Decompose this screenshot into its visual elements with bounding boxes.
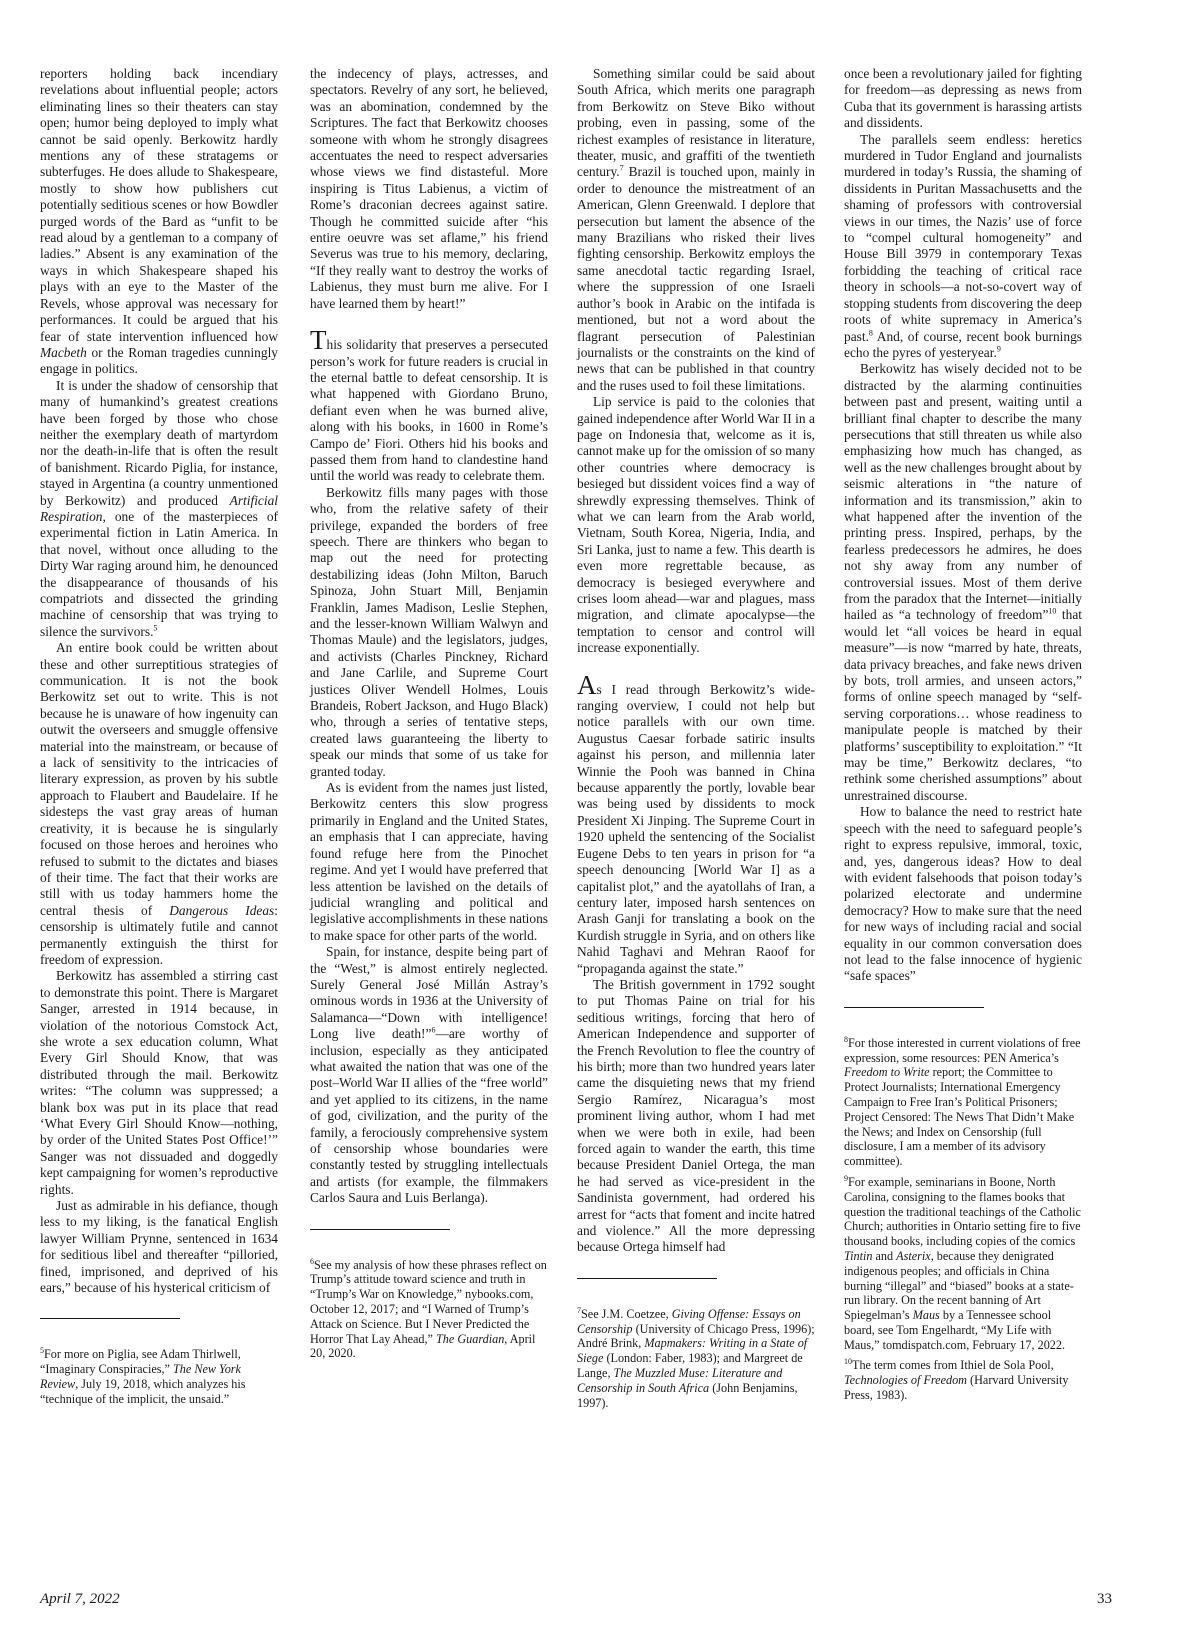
drop-cap: A [577, 669, 597, 700]
footnotes [40, 1347, 278, 1406]
paragraph: Lip service is paid to the colonies that gained independence after World War II in a page on Indonesia that, welcome as it is, cannot make up for the omission of so many other countries where democracy is besieged but dissident voices find a way of shrewdly expressing themselves. Think of what we can learn from the Arab world, Vietnam, South Korea, Nigeria, India, and Sri Lanka, just to name a few. This dearth is even more regrettable because, as democracy is besieged everywhere and crises loom ahead—war and plagues, mass migration, and climate apocalypse—the temptation to censor and control will increase exponentially. [577, 394, 816, 656]
paragraph: once been a revolutionary jailed for fighting for freedom—as depressing as news from Cuba that its government is harassing artists and dissidents. [844, 66, 1082, 131]
footnote-7: $^7$See J.M. Coetzee, Giving Offense: Essays on Censorship (University of Chicago Press, 1996); André Brink, Mapmakers: Writing in a State of Siege (London: Faber, 1983); and Margreet de Lange, The Muzzled Muse: Literature and Censorship in South Africa (John Benjamins, 1997). [577, 1305, 815, 1410]
paragraph: Berkowitz fills many pages with those who, from the relative safety of their privilege, expanded the borders of free speech. There are thinkers who began to map out the need for protecting destabilizing ideas (John Milton, Baruch Spinoza, John Stuart Mill, Benjamin Franklin, James Madison, Leslie Stephen, and the lesser-known William Walwyn and Thomas Maule) and the legislators, judges, and activists (Charles Pinckney, Richard and Jane Carlile, and Supreme Court justices Oliver Wendell Holmes, Louis Brandeis, Robert Jackson, and Hugo Black) who, through a series of tentative steps, created laws guaranteeing the liberty to speak our minds that some of us take for granted today. [310, 484, 548, 779]
footnote-ref: 9 [996, 344, 1001, 354]
paragraph: Spain, for instance, despite being part of the “West,” is almost entirely neglected. Surely General José Millán Astray’s ominous words in 1936 at the University of Salamanca—“Down with intelligence! Long live death!”$^6$—are worthy of inclusion, especially as they anticipated what awaited the nation that was one of the post–World War II allies of the “free world” and yet applied to its citizens, in the name of god, civilization, and the purity of the family, a ferociously comprehensive system of censorship whose boundaries were constantly tested by struggling intellectuals and artists (for example, the filmmakers Carlos Saura and Luis Berlanga). [310, 944, 548, 1206]
footnote-6: $^6$See my analysis of how these phrases reflect on Trump’s attitude toward science and truth in “Trump’s War on Knowledge,” nybooks.com, October 12, 2017; and “I Warned of Trump’s Attack on Science. But I Never Predicted the Horror That Lay Ahead,” The Guardian, April 20, 2020. [310, 1256, 547, 1361]
footnotes [844, 1036, 1082, 1403]
paragraph: reporters holding back incendiary revelations about influential people; actors eliminating lines so their theaters can stay open; humor being deployed to imply what cannot be said openly. Berkowitz hardly mentions any of these stratagems or subterfuges. He does allude to Shakespeare, mostly to show how publishers cut potentially seditious scenes or how Bowdler purged words of the Bard as “unfit to be read aloud by a gentleman to a company of ladies.” Absent is any examination of the ways in which Shakespeare shaped his plays with an eye to the Master of the Revels, whose approval was necessary for performances. It could be argued that his fear of state intervention influenced how Macbeth or the Roman tragedies cunningly engage in politics. [40, 66, 278, 377]
footnote-5: $^5$For more on Piglia, see Adam Thirlwell, “Imaginary Conspiracies,” The New York Review, July 19, 2018, which analyzes his “technique of the implicit, the unsaid.” [40, 1346, 246, 1406]
section-opening-paragraph: As I read through Berkowitz’s wide-ranging overview, I could not help but notice parallels with our own time. Augustus Caesar forbade satiric insults against his person, and millennia later Winnie the Pooh was banned in China because apparently the portly, lovable bear was being used by dissidents to mock President Xi Jinping. The Supreme Court in 1920 upheld the sentencing of the Socialist Eugene Debs to ten years in prison for “a speech denouncing [World War I] as a capitalist plot,” and the ayatollahs of Iran, a century later, imposed harsh sentences on Arash Ganji for translating a book on the Kurdish struggle in Syria, and on others like Nahid Taghavi and Mehran Raoof for “propaganda against the state.” [577, 669, 815, 976]
footnote-ref: 5 [153, 623, 158, 633]
footnote-ref: 7 [619, 163, 624, 173]
paragraph: How to balance the need to restrict hate speech with the need to safeguard people’s right to express repulsive, immoral, toxic, and, yes, dangerous ideas? How to deal with evident falsehoods that poison today’s polarized electorate and undermine democracy? How to make sure that the need for new ways of including racial and social equality in our common conversation does not lead to the false innocence of hygienic “safe spaces” [844, 804, 1082, 984]
paragraph: An entire book could be written about these and other surreptitious strategies of communication. It is not the book Berkowitz set out to write. This is not because he is unaware of how ingenuity can outwit the overseers and smuggle offensive material into the mainstream, or because of a lack of sensitivity to the intricacies of literary expression, as proven by his subtle approach to Flaubert and Baudelaire. If he sidesteps the vast gray areas of human creativity, it is because he is singularly focused on those heroes and heroines who refused to submit to the dictates and biases of their time. The fact that their works are still with us today hammers home the central thesis of Dangerous Ideas: censorship is ultimately futile and cannot permanently extinguish the thirst for freedom of expression. [40, 640, 278, 967]
section-opening-paragraph: This solidarity that preserves a persecuted person’s work for future readers is crucial in the eternal battle to defeat censorship. It is what happened with Giordano Bruno, defiant even when he was burned alive, along with his books, in 1600 in Rome’s Campo de’ Fiori. Others hid his books and passed them from hand to clandestine hand until the world was ready to celebrate them. [310, 325, 548, 484]
footnotes [310, 1258, 548, 1362]
footnote-ref: 10 [1048, 606, 1057, 616]
footnote-10: $^{10}$The term comes from Ithiel de Sola Pool, Technologies of Freedom (Harvard University Press, 1983). [844, 1357, 1069, 1403]
paragraph: Something similar could be said about South Africa, which merits one paragraph from Berkowitz on Steve Biko without probing, even in passing, some of the richest examples of resistance in literature, theater, music, and graffiti of the twentieth century.$^7$ Brazil is touched upon, mainly in order to denounce the mistreatment of an American, Glenn Greenwald. I deplore that persecution but lament the absence of the many Brazilians who risked their lives fighting censorship. Berkowitz employs the same anecdotal tactic regarding Israel, where the suppression of one Israeli author’s book in Arabic on the intifada is mentioned, but not a word about the flagrant persecution of Palestinian journalists or the constraints on the kind of news that can be published in that country and the ruses used to foil these limitations. [577, 66, 815, 393]
paragraph: the indecency of plays, actresses, and spectators. Revelry of any sort, he believed, was an abomination, condemned by the Scriptures. The fact that Berkowitz chooses someone with whom he strongly disagrees accentuates the need to respect adversaries whose views we find distasteful. More inspiring is Titus Labienus, a victim of Rome’s draconian decrees against satire. Though he committed suicide after “his entire oeuvre was set aflame,” his friend Severus was true to his memory, declaring, “If they really want to destroy the works of Labienus, they must burn me alive. For I have learned them by heart!” [310, 66, 548, 311]
footnote-ref: 6 [431, 1025, 436, 1035]
footnote-9: $^9$For example, seminarians in Boone, North Carolina, consigning to the flames books that question the traditional teachings of the Catholic Church; authorities in Ontario setting fire to five thousand books, including copies of the comics Tintin and Asterix, because they denigrated indigenous peoples; and officials in China burning “illegal” and “biased” books at a state-run library. On the recent banning of Art Spiegelman’s Maus by a Tennessee school board, see Tom Engelhardt, “My Life with Maus,” tomdispatch.com, February 17, 2022. [844, 1173, 1081, 1352]
column-3 [577, 66, 815, 1410]
paragraph: The British government in 1792 sought to put Thomas Paine on trial for his seditious writings, forcing that hero of American Independence and supporter of the French Revolution to flee the country of his birth; more than two hundred years later came the disquieting news that my friend Sergio Ramírez, Nicaragua’s most prominent living author, whom I had met when we were both in exile, had been forced again to wander the earth, this time because President Daniel Ortega, the man he had served as vice-president in the Sandinista government, had ordered his arrest for “acts that foment and incite hatred and violence.” All the more depressing because Ortega himself had [577, 976, 815, 1255]
drop-cap: T [310, 325, 327, 356]
column-4 [844, 66, 1082, 1403]
paragraph: It is under the shadow of censorship that many of humankind’s greatest creations have been forged by those who chose neither the exemplary death of martyrdom nor the death-in-life that is often the result of banishment. Ricardo Piglia, for instance, stayed in Argentina (a country unmentioned by Berkowitz) and produced Artificial Respiration, one of the masterpieces of experimental fiction in Latin America. In that novel, without once alluding to the Dirty War raging around him, he denounced the disappearance of thousands of his compatriots and dissected the grinding machine of censorship that was trying to silence the survivors.$^5$ [40, 377, 278, 639]
paragraph: Just as admirable in his defiance, though less to my liking, is the fanatical English lawyer William Prynne, sentenced in 1634 for seditious libel and thereafter “pilloried, fined, imprisoned, and deprived of his ears,” because of his hysterical criticism of [40, 1198, 278, 1296]
paragraph: As is evident from the names just listed, Berkowitz centers this slow progress primarily in England and the United States, an emphasis that I can appreciate, having found refuge here from the Pinochet regime. And yet I would have preferred that less attention be lavished on the details of judicial wrangling and political and legislative accomplishments in these nations to make space for other parts of the world. [310, 780, 549, 943]
paragraph: Berkowitz has assembled a stirring cast to demonstrate this point. There is Margaret Sanger, arrested in 1914 because, in violation of the notorious Comstock Act, she wrote a sex education column, What Every Girl Should Know, that was distributed through the mail. Berkowitz writes: “The column was suppressed; a blank box was put in its place that read ‘What Every Girl Should Know—nothing, by order of the United States Post Office!’” Sanger was not dissuaded and doggedly kept campaigning for women’s reproductive rights. [40, 968, 278, 1197]
paragraph: The parallels seem endless: heretics murdered in Tudor England and journalists murdered in today’s Russia, the shaming of dissidents in Puritan Massachusetts and the shaming of professors with controversial views in our times, the Nazis’ use of force to “compel cultural homogeneity” and House Bill 3979 in contemporary Texas forbidding the teaching of critical race theory in schools—a not-so-covert way of stopping students from discovering the deep roots of white supremacy in America’s past.$^8$ And, of course, recent book burnings echo the pyres of yesteryear.$^9$ [844, 131, 1082, 360]
column-2 [310, 66, 548, 1361]
footnote-8: $^8$For those interested in current violations of free expression, some resources: PEN America’s Freedom to Write report; the Committee to Protect Journalists; International Emergency Campaign to Free Iran’s Political Prisoners; Project Censored: The News That Didn’t Make the News; and Index on Censorship (full disclosure, I am a member of its advisory committee). [844, 1034, 1081, 1169]
issue-date: April 7, 2022 [40, 1591, 120, 1607]
footnotes [577, 1307, 815, 1411]
paragraph: Berkowitz has wisely decided not to be distracted by the alarming continuities between past and present, waiting until a brilliant final chapter to describe the many persecutions that still threaten us while also emphasizing how much has changed, as well as the new challenges brought about by seismic alterations in “the nature of information and its transmission,” akin to what happened after the invention of the printing press. Inspired, perhaps, by the fearless predecessors he admires, he does not shy away from any number of controversial issues. Most of them derive from the paradox that the Internet—initially hailed as “a technology of freedom”$^{10}$ that would let “all voices be heard in equal measure”—is now “marred by hate, threats, data privacy breaches, and fake news driven by bots, troll armies, and unseen actors,” forms of online speech managed by “self-serving corporations… whose readiness to manipulate people is matched by their platforms’ susceptibility to exploitation.” “It may be time,” Berkowitz declares, “to rethink some cherished assumptions” about unrestrained discourse. [844, 361, 1082, 803]
column-1 [40, 66, 278, 1407]
page-number: 33 [1097, 1591, 1112, 1607]
footnote-ref: 8 [868, 328, 873, 338]
